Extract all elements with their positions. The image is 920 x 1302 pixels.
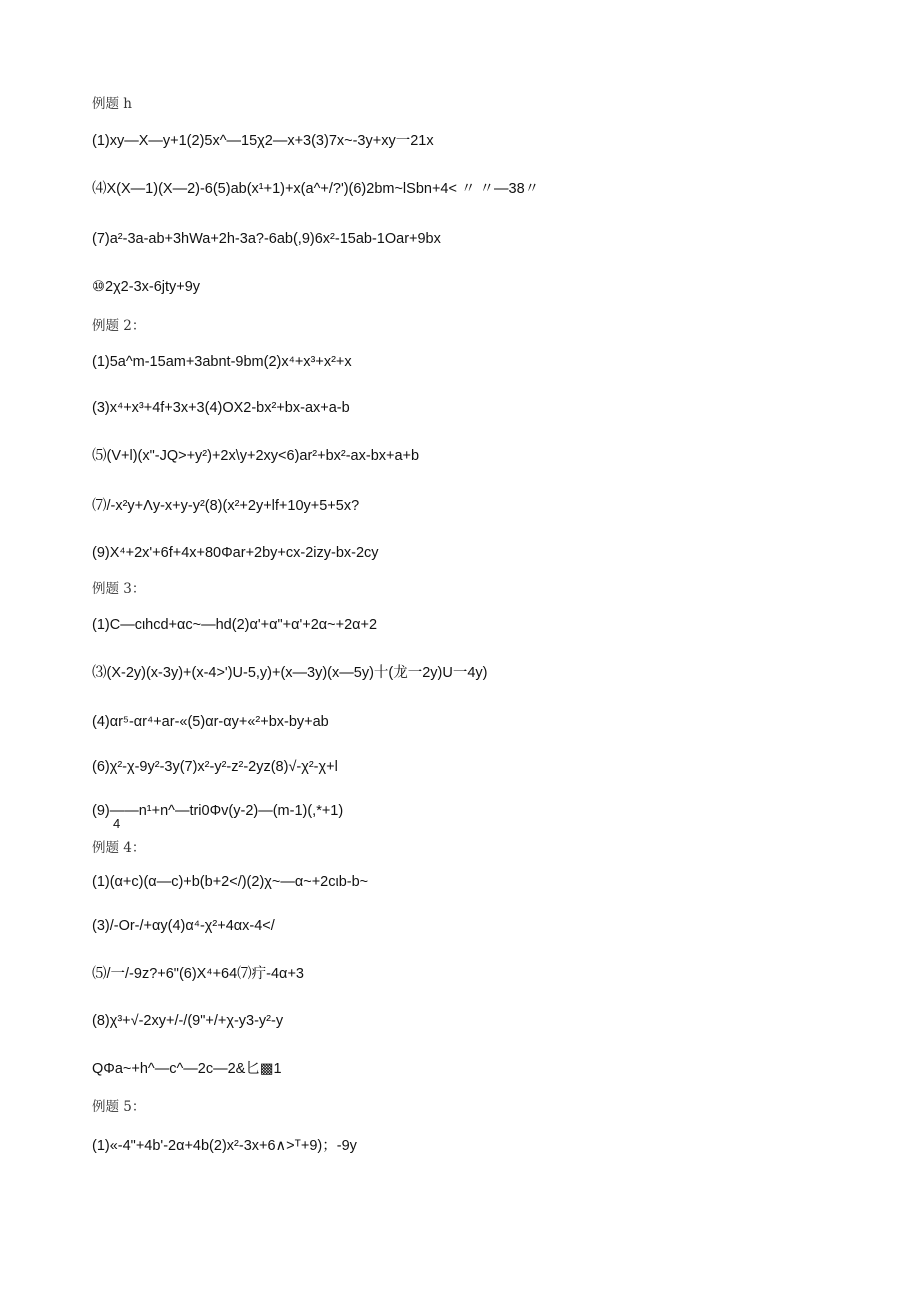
problem-line: (3)x⁴+x³+4f+3x+3(4)OX2-bx²+bx-ax+a-b (92, 400, 350, 416)
section-heading-4: 例题 4： (92, 840, 146, 856)
problem-line: (8)χ³+√-2xy+/-/(9"+/+χ-y3-y²-y (92, 1013, 284, 1029)
section-heading-1: 例题 h (92, 96, 132, 112)
problem-line: ⑷X(X—1)(X—2)-6(5)ab(x¹+1)+x(a^+/?')(6)2bm~lSbn+4< 〃 〃—38〃 (92, 181, 540, 197)
section-heading-2: 例题 2： (92, 318, 146, 334)
section-heading-5: 例题 5： (92, 1099, 146, 1115)
problem-line: QΦa~+h^—c^—2c—2&匕▩1 (92, 1061, 282, 1077)
problem-line: (1)«-4"+4b'-2α+4b(2)x²-3x+6∧>ᵀ+9)；-9y (92, 1138, 357, 1154)
problem-line: (7)a²-3a-ab+3hWa+2h-3a?-6ab(,9)6x²-15ab-1Oar+9bx (92, 231, 441, 247)
problem-line: (3)/-Or-/+αy(4)α⁴-χ²+4αx-4</ (92, 918, 275, 934)
section-heading-3: 例题 3： (92, 581, 146, 597)
problem-line: (9)X⁴+2x'+6f+4x+80Φar+2by+cx-2izy-bx-2cy (92, 545, 379, 561)
problem-line: ⑸/一/-9z?+6"(6)X⁴+64⑺疔-4α+3 (92, 966, 304, 982)
fraction-denominator: 4 (113, 816, 121, 831)
problem-line: (1)C—cιhcd+αc~—hd(2)α'+α"+α'+2α~+2α+2 (92, 617, 378, 633)
problem-line: (4)αr⁵-αr⁴+ar-«(5)αr-αy+«²+bx-by+ab (92, 714, 329, 730)
problem-line: (1)xy—X—y+1(2)5x^—15χ2—x+3(3)7x~-3y+xy一21x (92, 133, 434, 149)
problem-line: ⑺/-x²y+Λy-x+y-y²(8)(x²+2y+lf+10y+5+5x? (92, 498, 360, 514)
problem-line: (1)5a^m-15am+3abnt-9bm(2)x⁴+x³+x²+x (92, 354, 352, 370)
fraction-problem-line: (9)——n¹+n^—tri0Φv(y-2)—(m-1)(,*+1) (92, 803, 344, 819)
problem-line: (6)χ²-χ-9y²-3y(7)x²-y²-z²-2yz(8)√-χ²-χ+l (92, 759, 338, 775)
problem-line: ⑸(V+l)(x"-JQ>+y²)+2x\y+2xy<6)ar²+bx²-ax-bx+a+b (92, 448, 420, 464)
problem-line: ⑶(X-2y)(x-3y)+(x-4>')U-5,y)+(x—3y)(x—5y)十(龙一2y)U一4y) (92, 665, 488, 681)
problem-line: (1)(α+c)(α—c)+b(b+2</)(2)χ~—α~+2cιb-b~ (92, 874, 369, 890)
problem-line: ⑩2χ2-3x-6jty+9y (92, 279, 201, 295)
